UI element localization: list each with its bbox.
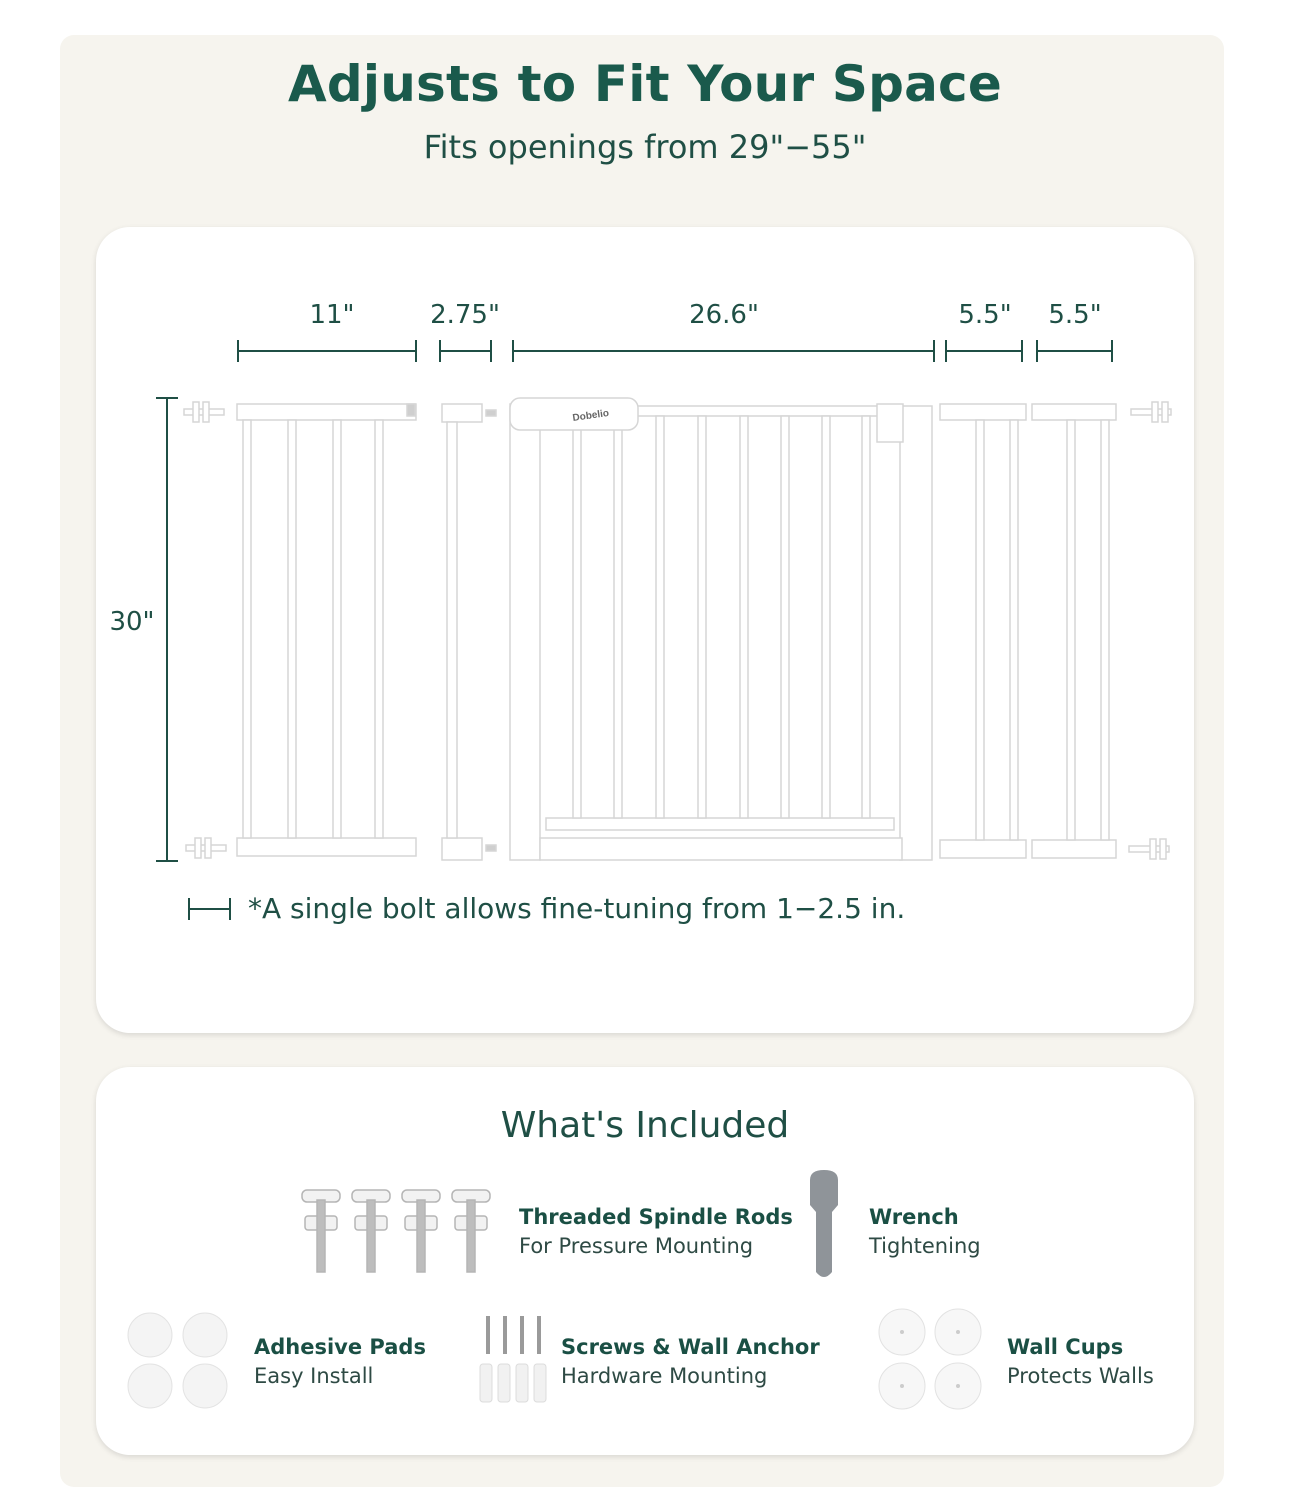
item-desc-screws-anchor: Hardware Mounting <box>561 1364 768 1388</box>
wrench-icon <box>810 1170 838 1277</box>
dimension-label-2.75: 2.75" <box>430 300 500 330</box>
dimension-label-5.5-b: 5.5" <box>1048 300 1102 330</box>
item-desc-adhesive-pads: Easy Install <box>254 1364 374 1388</box>
screws-anchors-icon <box>480 1316 546 1402</box>
item-desc-spindle-rods: For Pressure Mounting <box>519 1234 754 1258</box>
item-name-wall-cups: Wall Cups <box>1007 1335 1124 1359</box>
spindle-rods-icon <box>302 1190 490 1272</box>
dimension-label-height: 30" <box>109 607 155 637</box>
adhesive-pads-icon <box>128 1313 227 1408</box>
fine-tuning-note: *A single bolt allows fine-tuning from 1−2.5 in. <box>248 892 906 925</box>
item-name-spindle-rods: Threaded Spindle Rods <box>519 1205 793 1229</box>
dimension-label-26.6: 26.6" <box>689 300 759 330</box>
item-name-adhesive-pads: Adhesive Pads <box>254 1335 426 1359</box>
item-desc-wrench: Tightening <box>869 1234 981 1258</box>
item-name-screws-anchor: Screws & Wall Anchor <box>561 1335 820 1359</box>
included-title: What's Included <box>500 1105 790 1146</box>
gate-brand-logo: Dobelio <box>571 407 610 424</box>
page-title: Adjusts to Fit Your Space <box>287 55 1003 113</box>
page-subtitle: Fits openings from 29"−55" <box>423 128 867 166</box>
dimension-label-5.5-a: 5.5" <box>958 300 1012 330</box>
dimension-label-11: 11" <box>309 300 355 330</box>
item-name-wrench: Wrench <box>869 1205 959 1229</box>
wall-cups-icon <box>879 1309 981 1409</box>
item-desc-wall-cups: Protects Walls <box>1007 1364 1154 1388</box>
